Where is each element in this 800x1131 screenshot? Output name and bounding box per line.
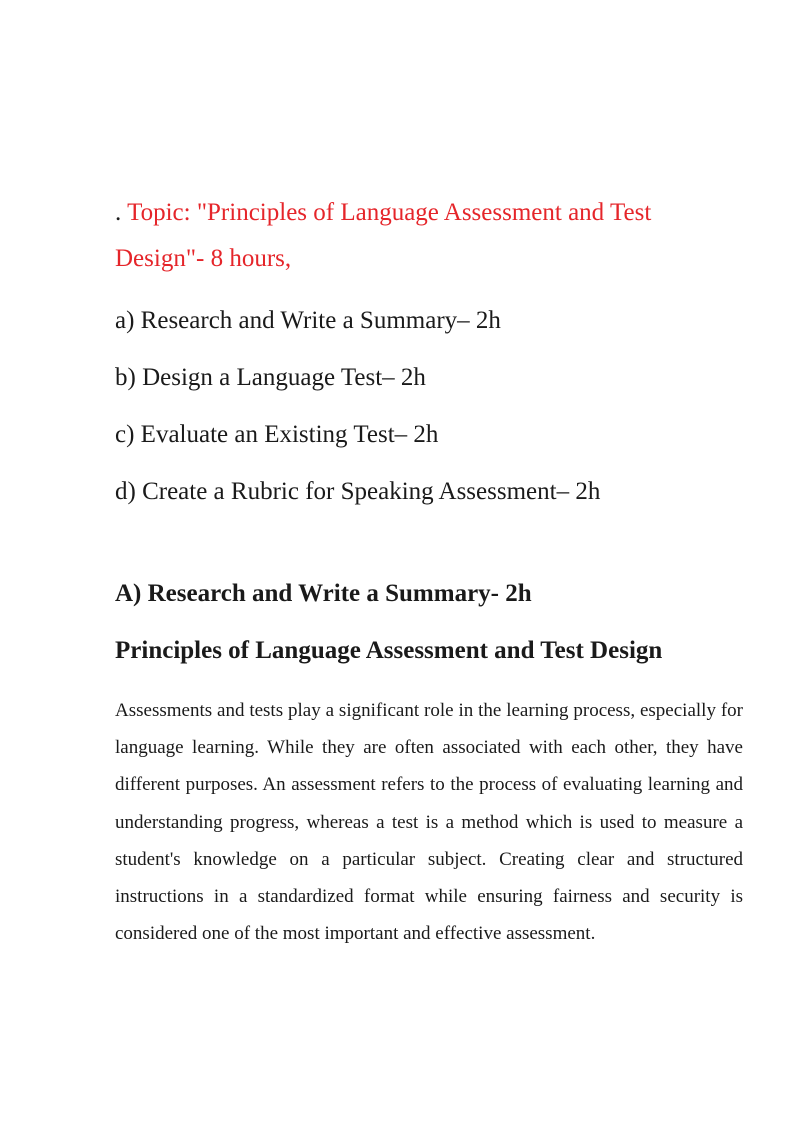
task-item-b: b) Design a Language Test– 2h bbox=[115, 364, 426, 391]
task-list bbox=[115, 292, 743, 520]
task-item-c: c) Evaluate an Existing Test– 2h bbox=[115, 421, 439, 448]
topic-line bbox=[115, 190, 743, 282]
task-item-a: a) Research and Write a Summary– 2h bbox=[115, 307, 501, 334]
topic-title: Topic: "Principles of Language Assessment and Test Design"- 8 hours, bbox=[115, 199, 652, 272]
topic-prefix: . bbox=[115, 199, 128, 226]
section-title: Principles of Language Assessment and Test Design bbox=[115, 637, 663, 664]
document-page bbox=[115, 190, 743, 945]
task-item-d: d) Create a Rubric for Speaking Assessment– 2h bbox=[115, 478, 601, 505]
section-heading: A) Research and Write a Summary- 2h bbox=[115, 580, 532, 607]
summary-paragraph: Assessments and tests play a significant role in the learning process, especially for language learning. While they are often associated with each other, they have different purposes. An assessment refers to the process of evaluating learning and understanding progress, whereas a test is a method which is used to measure a student's knowledge on a particular subject. Creating clear and structured instructions in a standardized format while ensuring fairness and security is considered one of the most important and effective assessment. bbox=[115, 700, 743, 945]
